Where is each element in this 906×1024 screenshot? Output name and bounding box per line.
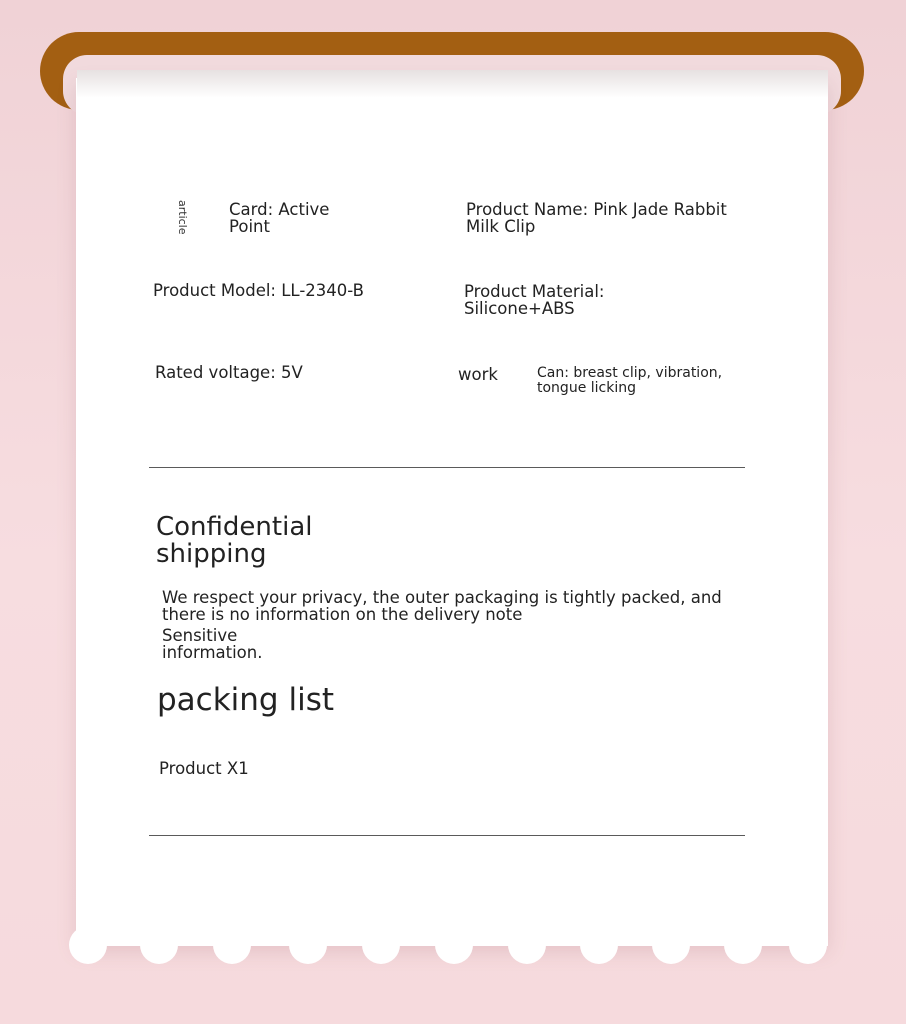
shipping-title-line-2: shipping (156, 539, 267, 570)
scallop (435, 926, 473, 964)
scallop (69, 926, 107, 964)
shipping-title-line-1: Confidential (156, 512, 313, 542)
shipping-note-line-2: information. (162, 643, 263, 663)
product-material-line-2: Silicone+ABS (464, 299, 575, 319)
work-value (537, 366, 722, 395)
card-line-2: Point (229, 217, 270, 237)
rated-voltage-field: Rated voltage: 5V (155, 363, 303, 382)
scallop (724, 926, 762, 964)
scallop (580, 926, 618, 964)
work-label: work (458, 365, 498, 384)
scallop (789, 926, 827, 964)
card-side-label: article (176, 200, 189, 235)
card-field (229, 201, 329, 236)
work-value-line-1: Can: breast clip, vibration, (537, 365, 723, 381)
scallop (289, 926, 327, 964)
shipping-note-line-1: Sensitive (162, 626, 238, 645)
product-name-line-2: Milk Clip (466, 217, 536, 237)
scallop (213, 926, 251, 964)
packing-list-item: Product X1 (159, 759, 249, 778)
scallop (508, 926, 546, 964)
shipping-body (162, 590, 722, 623)
shipping-body-line-1: We respect your privacy, the outer packaging is tightly packed, and (162, 588, 722, 607)
shipping-body-line-2: there is no information on the delivery note (162, 604, 523, 624)
scallop (652, 926, 690, 964)
receipt-fold-shade (77, 70, 828, 98)
receipt-scalloped-edge (77, 926, 828, 952)
shipping-title (156, 514, 312, 569)
packing-list-title: packing list (157, 682, 334, 718)
scallop (362, 926, 400, 964)
work-value-line-2: tongue licking (537, 379, 636, 396)
product-model-field: Product Model: LL-2340-B (153, 281, 364, 300)
scallop (140, 926, 178, 964)
shipping-note (162, 627, 262, 662)
product-name-field (466, 201, 727, 236)
product-name-line-1: Product Name: Pink Jade Rabbit (466, 200, 727, 219)
product-material-field (464, 283, 604, 318)
section-divider (149, 467, 745, 468)
card-line-1: Card: Active (229, 200, 330, 219)
product-material-line-1: Product Material: (464, 282, 605, 301)
section-divider (149, 835, 745, 836)
